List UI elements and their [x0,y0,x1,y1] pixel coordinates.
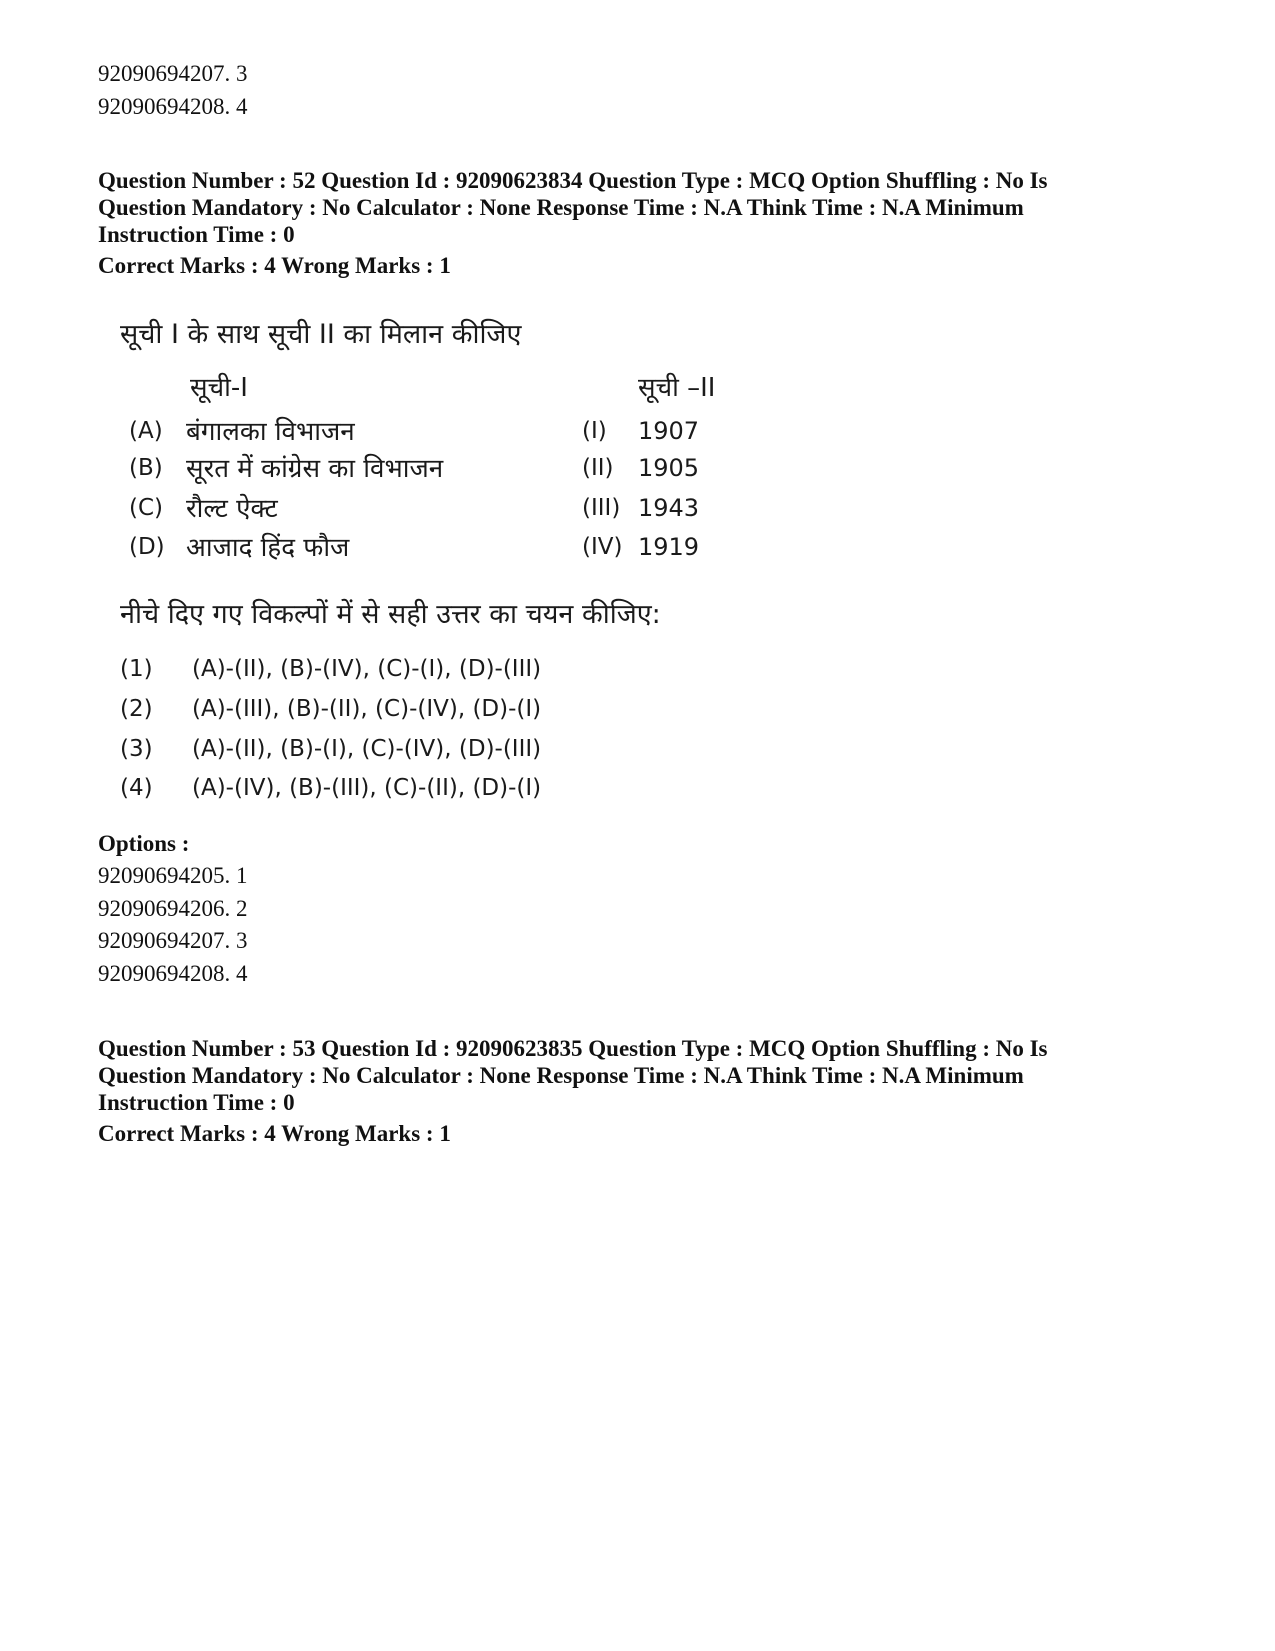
row-d-item: आजाद हिंद फौज [186,533,350,563]
option-id: 92090694208 [98,94,225,119]
q52-marks: Correct Marks : 4 Wrong Marks : 1 [98,253,451,278]
row-c-letter: (C) [129,495,164,521]
row-c-item: रौल्ट ऐक्ट [186,494,278,524]
option-2: 92090694206. 2 [98,896,248,921]
option-3: 92090694207. 3 [98,928,248,953]
option-4: 92090694208. 4 [98,961,248,986]
q52-meta-line-3: Instruction Time : 0 [98,222,295,247]
option-id: 92090694208 [98,961,225,986]
q52-meta-line-1: Question Number : 52 Question Id : 92090623834 Question Type : MCQ Option Shuffling : No Is [98,168,1048,193]
list1-header: सूची-I [190,373,248,403]
choice-3-num: (3) [120,736,153,762]
option-id: 92090694206 [98,896,225,921]
choice-4-num: (4) [120,775,153,801]
row-d-num: (IV) [582,534,623,560]
row-d-year: 1919 [638,533,700,561]
row-a-letter: (A) [129,418,163,444]
q53-marks: Correct Marks : 4 Wrong Marks : 1 [98,1121,451,1146]
option-value: 4 [236,94,248,119]
q53-meta-line-1: Question Number : 53 Question Id : 92090623835 Question Type : MCQ Option Shuffling : No Is [98,1036,1048,1061]
q53-meta-line-2: Question Mandatory : No Calculator : None Response Time : N.A Think Time : N.A Minimum [98,1063,1024,1088]
row-c-year: 1943 [638,494,700,522]
choice-4-text: (A)-(IV), (B)-(III), (C)-(II), (D)-(I) [192,775,542,801]
choice-2-num: (2) [120,696,153,722]
row-c-num: (III) [582,495,621,521]
row-b-num: (II) [582,455,614,481]
row-d-letter: (D) [129,534,165,560]
row-a-num: (I) [582,418,607,444]
option-1: 92090694205. 1 [98,863,248,888]
choice-1-num: (1) [120,656,153,682]
options-label: Options : [98,831,190,856]
row-b-letter: (B) [129,455,163,481]
option-value: 1 [236,863,248,888]
prev-option-4: 92090694208. 4 [98,94,248,119]
row-b-item: सूरत में कांग्रेस का विभाजन [186,454,444,484]
prev-option-3: 92090694207. 3 [98,61,248,86]
choice-1-text: (A)-(II), (B)-(IV), (C)-(I), (D)-(III) [192,656,542,682]
row-a-year: 1907 [638,417,700,445]
choice-3-text: (A)-(II), (B)-(I), (C)-(IV), (D)-(III) [192,736,542,762]
q52-title: सूची I के साथ सूची II का मिलान कीजिए [120,319,522,350]
option-value: 3 [236,928,248,953]
choice-2-text: (A)-(III), (B)-(II), (C)-(IV), (D)-(I) [192,696,542,722]
row-a-item: बंगालका विभाजन [186,417,355,447]
list2-header: सूची –II [638,373,716,403]
q52-meta-line-2: Question Mandatory : No Calculator : None Response Time : N.A Think Time : N.A Minimum [98,195,1024,220]
option-id: 92090694205 [98,863,225,888]
option-value: 2 [236,896,248,921]
option-value: 3 [236,61,248,86]
row-b-year: 1905 [638,454,700,482]
option-id: 92090694207 [98,928,225,953]
q53-meta-line-3: Instruction Time : 0 [98,1090,295,1115]
q52-question-body [120,320,760,840]
q52-instruction: नीचे दिए गए विकल्पों में से सही उत्तर का चयन कीजिए: [120,599,661,630]
option-id: 92090694207 [98,61,225,86]
option-value: 4 [236,961,248,986]
